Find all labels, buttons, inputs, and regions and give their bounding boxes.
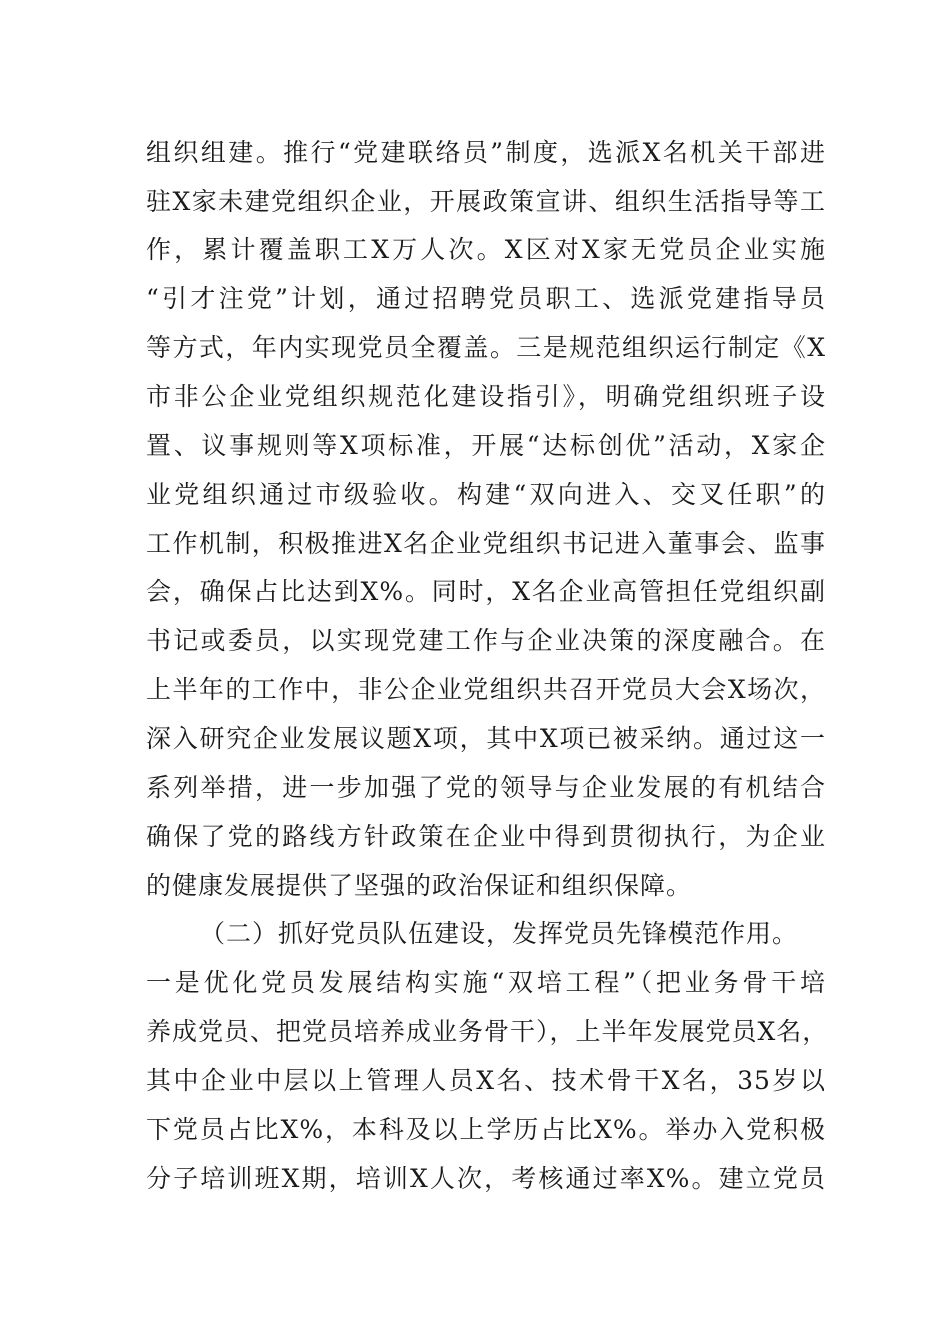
text-line: 分子培训班X期，培训X人次，考核通过率X%。建立党员 xyxy=(146,1164,826,1193)
text-line: 深入研究企业发展议题X项，其中X项已被采纳。通过这一 xyxy=(146,724,826,753)
text-line: “引才注党”计划，通过招聘党员职工、选派党建指导员 xyxy=(146,284,826,313)
text-line: 作，累计覆盖职工X万人次。X区对X家无党员企业实施 xyxy=(146,235,826,264)
text-line: 业党组织通过市级验收。构建“双向进入、交叉任职”的 xyxy=(146,480,826,509)
text-line: 市非公企业党组织规范化建设指引》，明确党组织班子设 xyxy=(146,382,826,411)
section-heading: （二）抓好党员队伍建设，发挥党员先锋模范作用。 xyxy=(200,919,799,948)
text-line: 上半年的工作中，非公企业党组织共召开党员大会X场次， xyxy=(146,675,826,704)
text-line: 确保了党的路线方针政策在企业中得到贯彻执行，为企业 xyxy=(146,822,826,851)
text-line: 组织组建。推行“党建联络员”制度，选派X名机关干部进 xyxy=(146,138,826,167)
text-line: 一是优化党员发展结构实施“双培工程”（把业务骨干培 xyxy=(146,968,826,997)
text-line: 驻X家未建党组织企业，开展政策宣讲、组织生活指导等工 xyxy=(146,187,826,216)
text-line: 其中企业中层以上管理人员X名、技术骨干X名，35岁以 xyxy=(146,1066,826,1095)
text-line: 下党员占比X%，本科及以上学历占比X%。举办入党积极 xyxy=(146,1115,826,1144)
text-line: 的健康发展提供了坚强的政治保证和组织保障。 xyxy=(146,871,693,900)
text-line: 系列举措，进一步加强了党的领导与企业发展的有机结合 xyxy=(146,773,826,802)
text-line: 工作机制，积极推进X名企业党组织书记进入董事会、监事 xyxy=(146,529,826,558)
text-line: 会，确保占比达到X%。同时，X名企业高管担任党组织副 xyxy=(146,577,826,606)
text-line: 等方式，年内实现党员全覆盖。三是规范组织运行制定《X xyxy=(146,333,826,362)
text-line: 置、议事规则等X项标准，开展“达标创优”活动，X家企 xyxy=(146,431,826,460)
text-line: 养成党员、把党员培养成业务骨干），上半年发展党员X名， xyxy=(146,1017,829,1046)
text-line: 书记或委员，以实现党建工作与企业决策的深度融合。在 xyxy=(146,626,826,655)
